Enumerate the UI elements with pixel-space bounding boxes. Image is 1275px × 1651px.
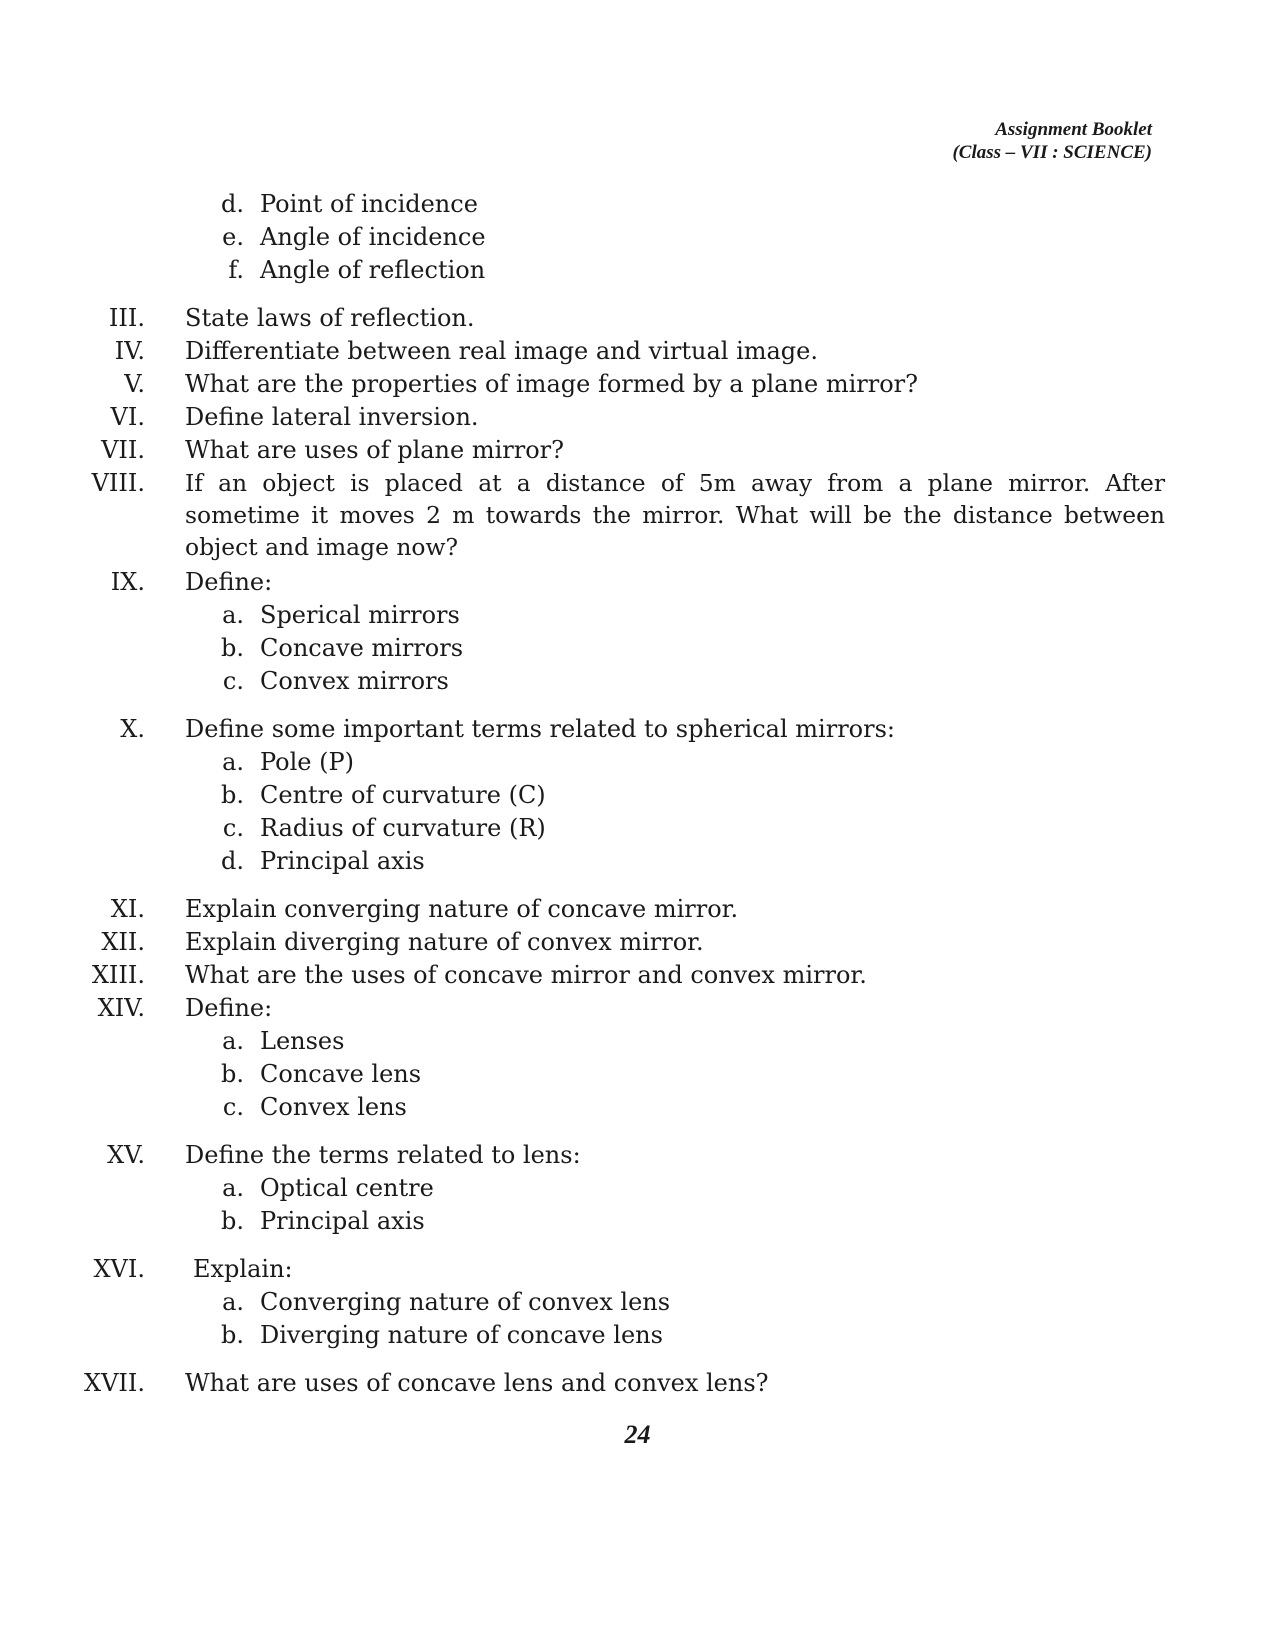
question-number: III. bbox=[108, 304, 145, 332]
sub-item-letter: c. bbox=[222, 1093, 244, 1121]
question-text: If an object is placed at a distance of 5m away from a plane mirror. After sometime it moves 2 m towards the mirror. What will be the distance between object and image now? bbox=[185, 469, 1165, 561]
sub-item-text: Lenses bbox=[260, 1027, 345, 1055]
sub-item-text: Radius of curvature (R) bbox=[260, 814, 546, 842]
sub-item-text: Convex mirrors bbox=[260, 667, 449, 695]
sub-item-letter: b. bbox=[221, 1207, 244, 1235]
question-text: Differentiate between real image and virtual image. bbox=[185, 337, 818, 365]
sub-item-letter: d. bbox=[221, 190, 244, 218]
sub-item-text: Angle of incidence bbox=[260, 223, 486, 251]
header-subtitle: (Class – VII : SCIENCE) bbox=[952, 142, 1152, 163]
question-number: XIII. bbox=[91, 961, 145, 989]
question-text: Explain converging nature of concave mirror. bbox=[185, 895, 739, 923]
question-text: Explain diverging nature of convex mirror. bbox=[185, 928, 704, 956]
question-number: IV. bbox=[114, 337, 145, 365]
question-text: State laws of reflection. bbox=[185, 304, 475, 332]
sub-item-text: Optical centre bbox=[260, 1174, 434, 1202]
sub-item-letter: f. bbox=[228, 256, 244, 284]
sub-item-letter: b. bbox=[221, 781, 244, 809]
sub-item-text: Centre of curvature (C) bbox=[260, 781, 546, 809]
sub-item-letter: d. bbox=[221, 847, 244, 875]
sub-item-text: Concave mirrors bbox=[260, 634, 464, 662]
sub-item-letter: c. bbox=[222, 814, 244, 842]
sub-item-letter: a. bbox=[222, 748, 244, 776]
question-number: VII. bbox=[101, 436, 145, 464]
sub-item-text: Concave lens bbox=[260, 1060, 422, 1088]
question-text: Define: bbox=[185, 994, 273, 1022]
question-number: X. bbox=[120, 715, 145, 743]
question-number: XII. bbox=[101, 928, 145, 956]
sub-item-text: Convex lens bbox=[260, 1093, 407, 1121]
question-number: IX. bbox=[110, 568, 145, 596]
sub-item-text: Converging nature of convex lens bbox=[260, 1288, 671, 1316]
header-title: Assignment Booklet bbox=[995, 119, 1152, 140]
question-number: XIV. bbox=[97, 994, 145, 1022]
question-text: What are the properties of image formed by a plane mirror? bbox=[185, 370, 918, 398]
question-text: What are uses of concave lens and convex lens? bbox=[185, 1369, 769, 1397]
sub-item-text: Sperical mirrors bbox=[260, 601, 460, 629]
sub-item-letter: a. bbox=[222, 1174, 244, 1202]
question-text: What are the uses of concave mirror and convex mirror. bbox=[185, 961, 867, 989]
sub-item-letter: a. bbox=[222, 1027, 244, 1055]
question-number: V. bbox=[124, 370, 145, 398]
sub-item-letter: b. bbox=[221, 634, 244, 662]
page-header bbox=[952, 118, 1152, 164]
question-text: Define: bbox=[185, 568, 273, 596]
sub-item-text: Principal axis bbox=[260, 847, 425, 875]
sub-item-letter: b. bbox=[221, 1060, 244, 1088]
question-text: Define some important terms related to spherical mirrors: bbox=[185, 715, 895, 743]
sub-item-text: Angle of reflection bbox=[260, 256, 486, 284]
question-text: Define lateral inversion. bbox=[185, 403, 479, 431]
question-text: What are uses of plane mirror? bbox=[185, 436, 565, 464]
sub-item-letter: a. bbox=[222, 601, 244, 629]
question-text: Define the terms related to lens: bbox=[185, 1141, 581, 1169]
sub-item-letter: e. bbox=[222, 223, 244, 251]
question-number: XVI. bbox=[93, 1255, 145, 1283]
question-number: XI. bbox=[110, 895, 145, 923]
sub-item-text: Principal axis bbox=[260, 1207, 425, 1235]
question-number: XV. bbox=[107, 1141, 145, 1169]
page-number: 24 bbox=[624, 1420, 651, 1449]
question-number: VI. bbox=[110, 403, 145, 431]
sub-item-text: Diverging nature of concave lens bbox=[260, 1321, 663, 1349]
sub-item-text: Point of incidence bbox=[260, 190, 478, 218]
question-number: XVII. bbox=[83, 1369, 145, 1397]
sub-item-letter: b. bbox=[221, 1321, 244, 1349]
sub-item-letter: a. bbox=[222, 1288, 244, 1316]
question-number: VIII. bbox=[91, 469, 145, 497]
sub-item-text: Pole (P) bbox=[260, 748, 355, 776]
sub-item-letter: c. bbox=[222, 667, 244, 695]
question-text: Explain: bbox=[193, 1255, 293, 1283]
